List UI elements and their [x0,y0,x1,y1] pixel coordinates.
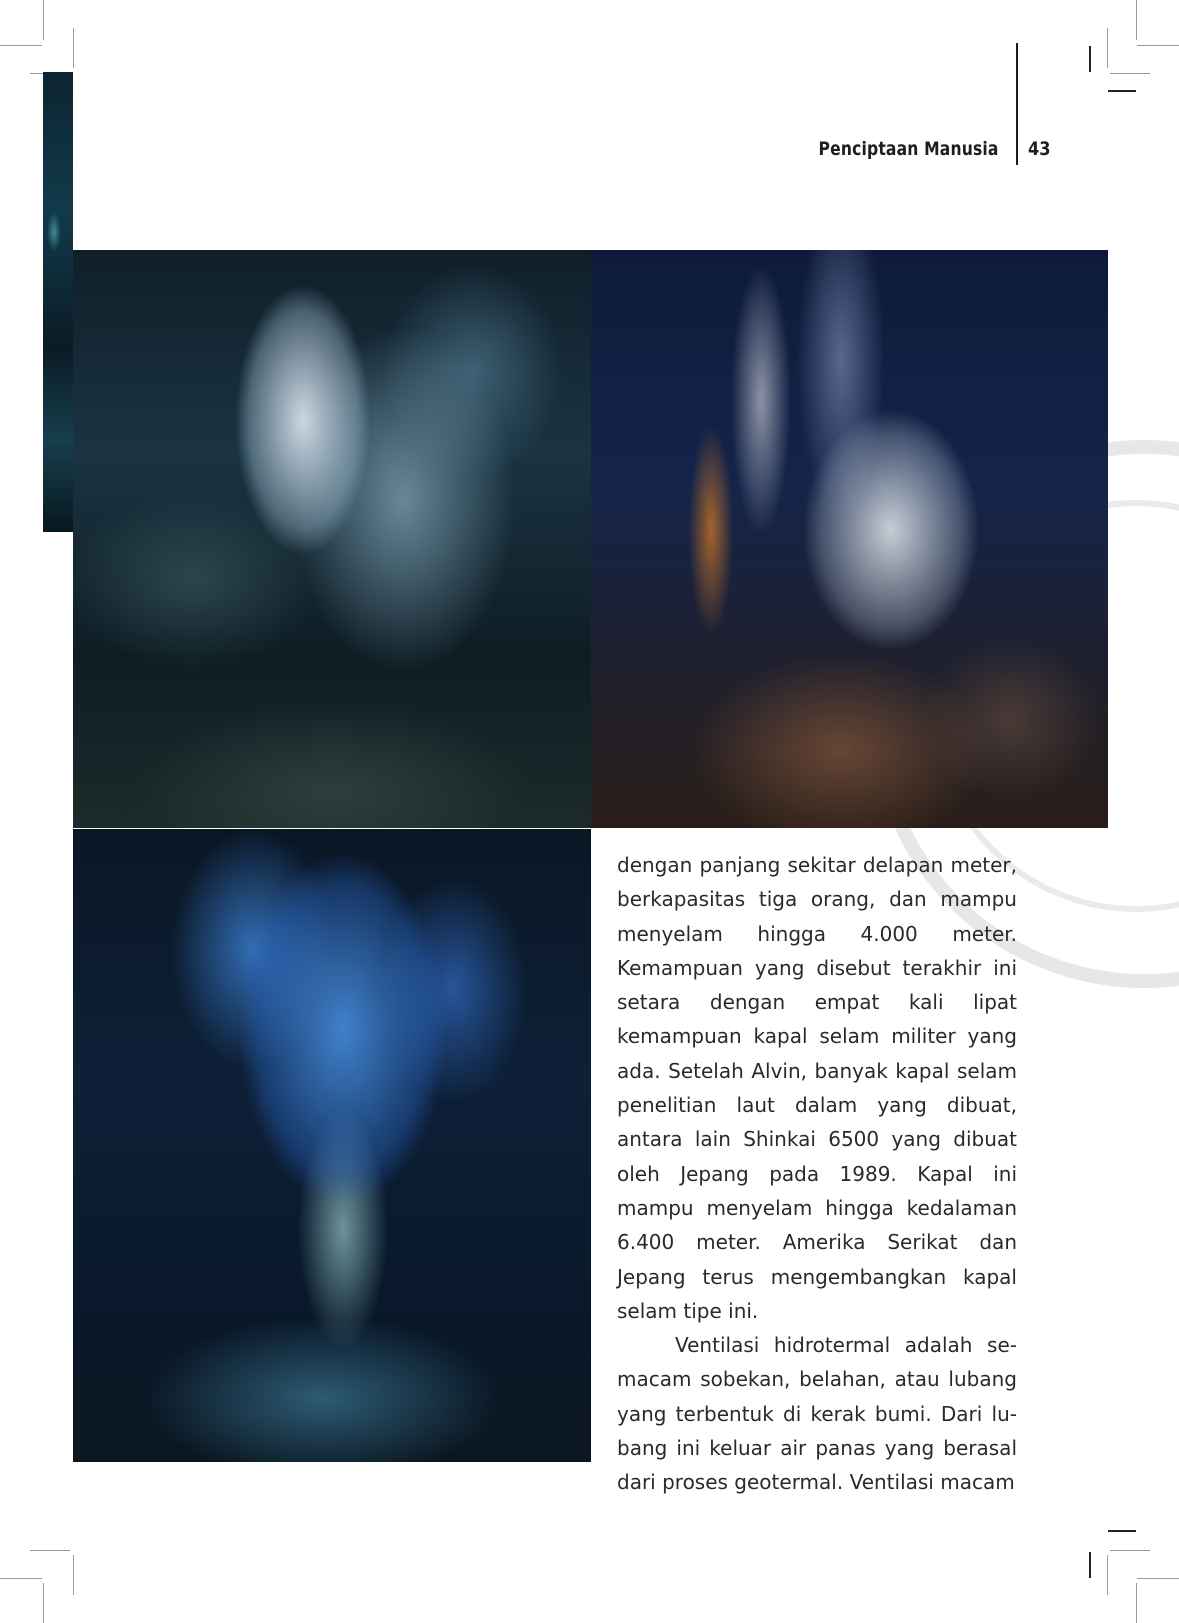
crop-mark [1107,28,1108,68]
crop-mark [1136,0,1137,40]
header-divider [1016,43,1018,165]
crop-mark [1110,1550,1150,1551]
hydrothermal-vent-photo-2 [591,250,1108,828]
crop-mark [1137,45,1179,46]
crop-mark [0,45,42,46]
crop-mark [0,1578,42,1579]
crop-mark [1089,46,1091,72]
crop-mark [1136,1583,1137,1623]
running-header-title: Penciptaan Manusia [818,138,999,160]
crop-mark [30,1550,70,1551]
crop-mark [1107,1555,1108,1595]
crop-mark [1137,1578,1179,1579]
crop-mark [1108,90,1136,92]
crop-mark [73,1555,74,1595]
crop-mark [1089,1552,1091,1578]
crop-mark [73,28,74,68]
crop-mark [1108,1530,1136,1532]
body-paragraph-2: Ventilasi hidrotermal adalah semacam sobekan, belahan, atau lubang yang terbentuk di kerak bumi. Dari lubang ini keluar air panas yang berasal dari proses geotermal. Ventilasi macam [617,1333,1017,1495]
body-paragraph-1: dengan panjang sekitar delapan meter, berkapasitas tiga orang, dan mampu menyelam hingga 4.000 meter. Kemampuan yang disebut terakhir ini setara dengan empat kali lipat kemampuan kapal selam militer yang ada. Setelah Alvin, banyak kapal selam penelitian laut dalam yang dibuat, antara lain Shinkai 6500 yang dibuat oleh Jepang pada 1989. Kapal ini mampu menyelam hingga kedalaman 6.400 meter. Amerika Serikat dan Jepang terus mengembangkan kapal selam tipe ini. [617,853,1017,1323]
body-text [617,848,1017,1500]
hydrothermal-vent-photo-3 [73,829,591,1462]
crop-mark [43,1583,44,1623]
page-number: 43 [1028,138,1051,160]
crop-mark [43,0,44,40]
crop-mark [1110,73,1150,74]
facing-page-bleed [43,72,73,532]
hydrothermal-vent-photo-1 [73,250,591,828]
